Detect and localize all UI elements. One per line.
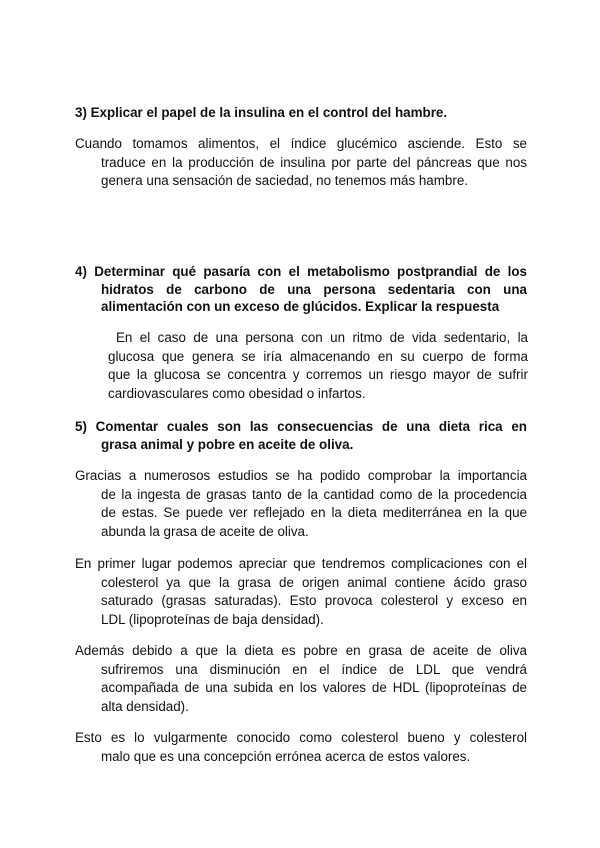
q4-answer-line: glucosa que genera se iría almacenando en su cuerpo de forma: [108, 348, 528, 364]
q3-answer-line: genera una sensación de saciedad, no tenemos más hambre.: [101, 173, 468, 188]
q3-answer: [75, 135, 527, 191]
q4-answer-line: cardiovasculares como obesidad o infartos.: [108, 385, 366, 401]
q5-p1-line: de la ingesta de grasas tanto de la cantidad como de la procedencia: [101, 486, 527, 502]
q5-p1-line: abunda la grasa de aceite de oliva.: [101, 523, 309, 539]
q5-heading-line: grasa animal y pobre en aceite de oliva.: [101, 436, 354, 452]
q5-paragraph-4: [75, 729, 527, 766]
q3-heading-line: 3) Explicar el papel de la insulina en el control del hambre.: [75, 105, 448, 120]
q3-answer-line: traduce en la producción de insulina por parte del páncreas que nos: [101, 154, 527, 170]
q5-p1-line: de estas. Se puede ver reflejado en la dieta mediterránea en la que: [101, 505, 527, 520]
q5-heading: [75, 418, 527, 453]
q5-paragraph-3: [75, 642, 527, 716]
q4-heading-line: alimentación con un exceso de glúcidos. Explicar la respuesta: [101, 299, 500, 314]
q4-heading-line: hidratos de carbono de una persona sedentaria con una: [101, 281, 527, 297]
q4-heading: [75, 263, 527, 316]
q5-p2-line: saturado (grasas saturadas). Esto provoca colesterol y exceso en: [101, 593, 527, 608]
q5-heading-line: 5) Comentar cuales son las consecuencias de una dieta rica en: [75, 419, 527, 434]
q5-p4-line: malo que es una concepción errónea acerca de estos valores.: [101, 748, 471, 764]
q5-paragraph-1: [75, 467, 527, 541]
q5-p3-line: sufriremos una disminución en el índice de LDL que vendrá: [101, 661, 527, 677]
q4-heading-line: 4) Determinar qué pasaría con el metabolismo postprandial de los: [75, 264, 527, 279]
q5-p3-line: alta densidad).: [101, 698, 189, 714]
q5-p1-line: Gracias a numerosos estudios se ha podido comprobar la importancia: [75, 468, 527, 483]
q5-p2-line: LDL (lipoproteínas de baja densidad).: [101, 611, 324, 627]
q5-p4-line: Esto es lo vulgarmente conocido como colesterol bueno y colesterol: [75, 730, 527, 745]
q4-answer-line: que la glucosa se concentra y corremos un riesgo mayor de sufrir: [108, 367, 528, 382]
q3-heading: [75, 104, 535, 122]
q4-answer-line: En el caso de una persona con un ritmo de vida sedentario, la: [116, 330, 528, 345]
q5-p2-line: En primer lugar podemos apreciar que tendremos complicaciones con el: [75, 556, 527, 571]
q5-p3-line: acompañada de una subida en los valores de HDL (lipoproteínas de: [101, 680, 527, 695]
q5-paragraph-2: [75, 555, 527, 629]
q4-answer: [108, 329, 528, 403]
q3-answer-line: Cuando tomamos alimentos, el índice glucémico asciende. Esto se: [75, 136, 527, 151]
q5-p3-line: Además debido a que la dieta es pobre en grasa de aceite de oliva: [75, 643, 527, 658]
q5-p2-line: colesterol ya que la grasa de origen animal contiene ácido graso: [101, 574, 527, 590]
